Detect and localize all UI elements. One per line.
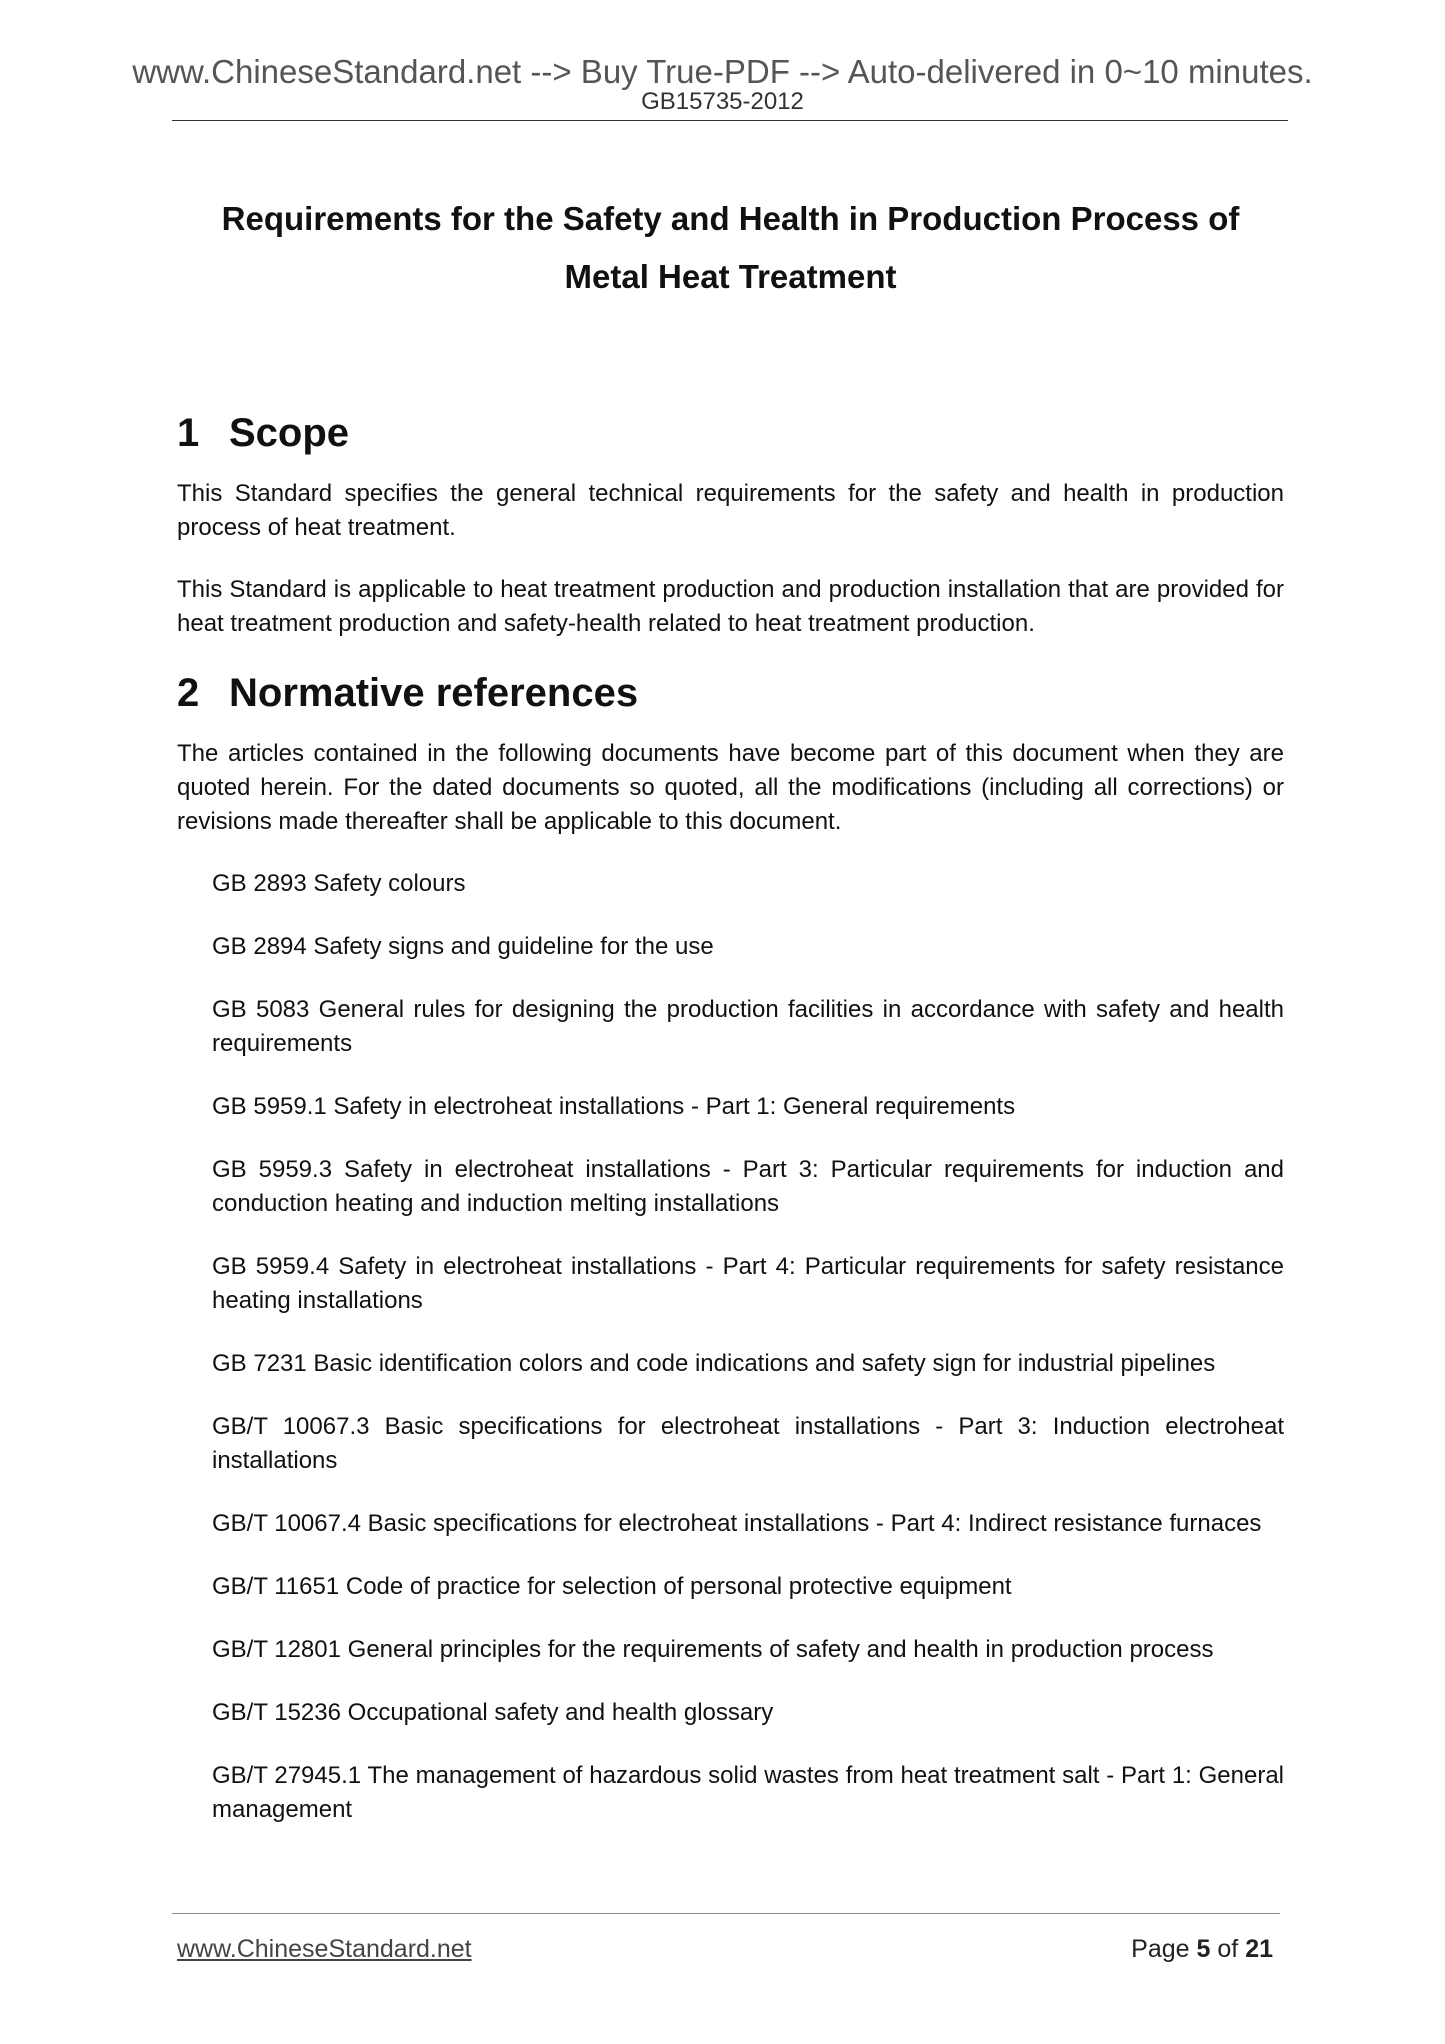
document-body (177, 190, 1284, 1856)
document-title-line2: Metal Heat Treatment (564, 258, 897, 295)
reference-title: Safety in electroheat installations - Part 1: General requirements (333, 1093, 1016, 1120)
reference-item (177, 867, 1284, 901)
promo-banner: www.ChineseStandard.net --> Buy True-PDF --> Auto-delivered in 0~10 minutes. (132, 53, 1313, 90)
page-prefix: Page (1131, 1935, 1190, 1963)
reference-title: Safety in electroheat installations - Part 3: Particular requirements for induction and conduction heating and induction melting installations (212, 1156, 1285, 1217)
page-of: of (1217, 1935, 1239, 1963)
reference-title: Basic identification colors and code indications and safety sign for industrial pipelines (313, 1350, 1216, 1377)
reference-item (177, 1633, 1284, 1667)
scope-paragraph: This Standard is applicable to heat treatment production and production installation that are provided for heat treatment production and safety-health related to heat treatment production. (177, 576, 1284, 637)
header-divider (172, 120, 1288, 121)
reference-code: GB/T 10067.4 (212, 1510, 361, 1537)
reference-item (177, 1570, 1284, 1604)
standard-code: GB15735-2012 (641, 88, 804, 115)
reference-item (177, 1153, 1284, 1221)
footer-divider (172, 1913, 1280, 1914)
reference-item (177, 1410, 1284, 1478)
section-title: Scope (229, 411, 350, 455)
reference-code: GB 5959.4 (212, 1253, 330, 1280)
section-number: 1 (177, 411, 200, 455)
document-title-line1: Requirements for the Safety and Health in Production Process of (221, 200, 1240, 237)
reference-code: GB 5959.1 (212, 1093, 327, 1120)
reference-title: Basic specifications for electroheat installations - Part 4: Indirect resistance furnaces (367, 1510, 1262, 1537)
reference-item (177, 1347, 1284, 1381)
reference-item (177, 1090, 1284, 1124)
reference-item (177, 1696, 1284, 1730)
footer-website-link[interactable]: www.ChineseStandard.net (177, 1935, 472, 1963)
reference-title: Code of practice for selection of personal protective equipment (345, 1573, 1012, 1600)
reference-item (177, 1759, 1284, 1827)
reference-title: Safety colours (313, 870, 466, 897)
references-intro-paragraph: The articles contained in the following documents have become part of this document when they are quoted herein. For the dated documents so quoted, all the modifications (including all corrections) or revisions made thereafter shall be applicable to this document. (177, 740, 1284, 835)
reference-item (177, 1250, 1284, 1318)
reference-code: GB/T 11651 (212, 1573, 340, 1600)
reference-item (177, 930, 1284, 964)
reference-title: Safety in electroheat installations - Part 4: Particular requirements for safety resistance heating installations (212, 1253, 1284, 1314)
reference-title: General rules for designing the production facilities in accordance with safety and health requirements (212, 996, 1284, 1057)
reference-code: GB 2894 (212, 933, 307, 960)
section-number: 2 (177, 671, 200, 715)
document-title (177, 190, 1284, 306)
reference-code: GB/T 27945.1 (212, 1762, 362, 1789)
section-title: Normative references (229, 671, 639, 715)
reference-code: GB 5959.3 (212, 1156, 333, 1183)
page-total: 21 (1245, 1935, 1273, 1963)
reference-code: GB 5083 (212, 996, 310, 1023)
reference-title: Occupational safety and health glossary (347, 1699, 774, 1726)
reference-code: GB/T 10067.3 (212, 1413, 370, 1440)
reference-list (177, 867, 1284, 1827)
reference-code: GB 2893 (212, 870, 307, 897)
reference-code: GB/T 12801 (212, 1636, 341, 1663)
reference-title: General principles for the requirements of safety and health in production process (347, 1636, 1214, 1663)
scope-paragraph: This Standard specifies the general technical requirements for the safety and health in production process of heat treatment. (177, 480, 1284, 541)
reference-title: The management of hazardous solid wastes from heat treatment salt - Part 1: General management (212, 1762, 1284, 1823)
page-number (1131, 1935, 1273, 1964)
reference-item (177, 993, 1284, 1061)
reference-title: Basic specifications for electroheat installations - Part 3: Induction electroheat installations (212, 1413, 1284, 1474)
reference-title: Safety signs and guideline for the use (313, 933, 714, 960)
reference-code: GB 7231 (212, 1350, 307, 1377)
reference-code: GB/T 15236 (212, 1699, 341, 1726)
section-heading-scope (177, 409, 1284, 457)
page-current: 5 (1196, 1935, 1211, 1963)
reference-item (177, 1507, 1284, 1541)
section-heading-normative-references (177, 669, 1284, 717)
